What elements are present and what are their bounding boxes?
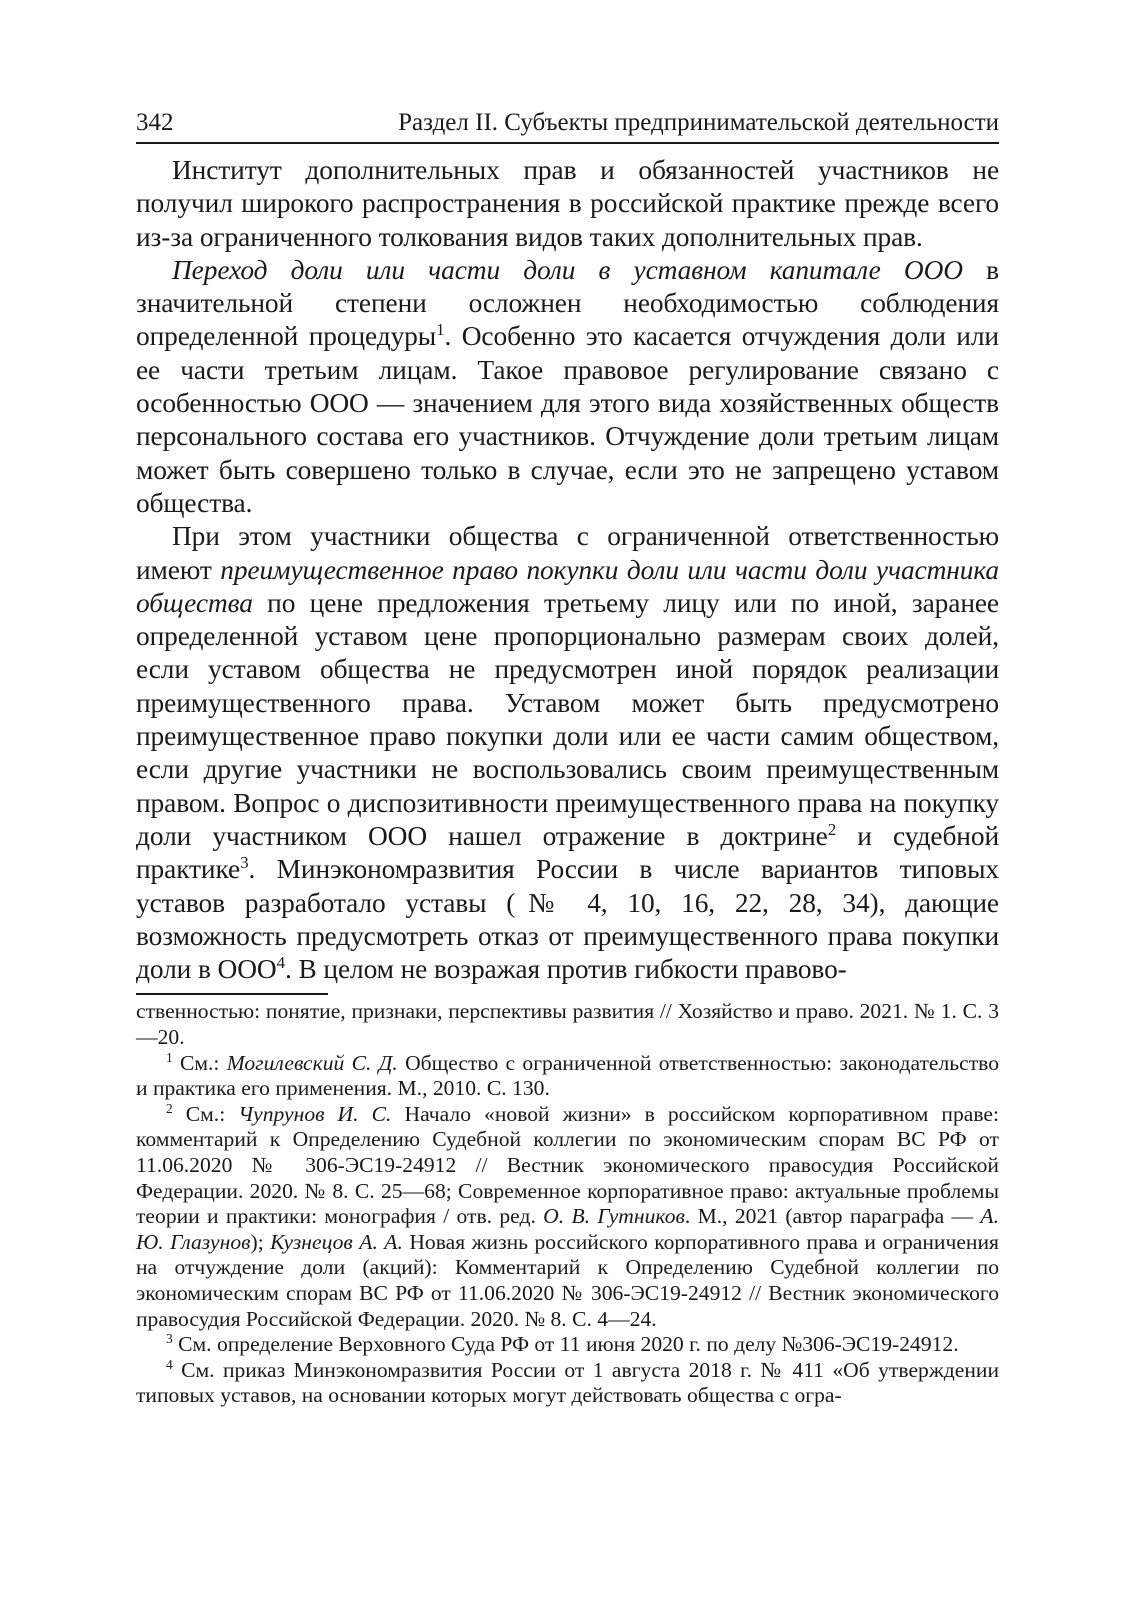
footnote-ref-3[interactable]: 3 xyxy=(240,853,249,873)
footnote-number: 4 xyxy=(166,1356,173,1372)
footnote-number: 1 xyxy=(166,1049,173,1065)
paragraph-1: Институт дополнительных прав и обязанностей участников не получил широкого распространения в российской практике прежде всего из-за ограниченного толкования видов таких дополнительных прав. xyxy=(136,155,999,252)
author-name: Могилевский С. Д. xyxy=(226,1050,398,1075)
main-text xyxy=(136,154,999,986)
book-page xyxy=(136,108,999,1409)
footnote-number: 3 xyxy=(166,1330,173,1346)
paragraph-3: При этом участники общества с ограниченной ответственностью имеют преимущественное право покупки доли или части доли участника общества по цене предложения третьему лицу или по иной, заранее определенной уставом цене пропорционально размерам своих долей, если уставом общества не предусмотрен иной порядок реализации преимущественного права. Уставом может быть предусмотрено преимущественное право покупки доли или ее части самим обществом, если другие участники не воспользовались своим преимущественным правом. Вопрос о диспозитивности преимущественного права на покупку доли участником ООО нашел отражение в доктрине$^2$ и судебной практике$^3$. Минэкономразвития России в числе вариантов типовых уставов разработало уставы (№ 4, 10, 16, 22, 28, 34), дающие возможность предусмотреть отказ от преимущественного права покупки доли в ООО$^4$. В целом не возражая против гибкости правово- xyxy=(136,521,1000,985)
footnote-ref-2[interactable]: 2 xyxy=(827,819,837,839)
page-number: 342 xyxy=(136,109,174,136)
paragraph-2: Переход доли или части доли в уставном капитале ООО в значительной степени осложнен необходимостью соблюдения определенной процедуры$^1$. Особенно это касается отчуждения доли или ее части третьим лицам. Такое правовое регулирование связано с особенностью ООО — значением для этого вида хозяйственных обществ персонального состава его участников. Отчуждение доли третьим лицам может быть совершено только в случае, если это не запрещено уставом общества. xyxy=(136,254,999,518)
italic-term: Переход доли или части доли в уставном капитале ООО xyxy=(172,254,963,285)
author-name: Чупрунов И. С. xyxy=(238,1101,392,1126)
footnote-ref-4[interactable]: 4 xyxy=(276,953,285,972)
running-head xyxy=(136,108,999,144)
section-title: Раздел II. Субъекты предпринимательской деятельности xyxy=(398,109,999,136)
footnotes xyxy=(136,999,999,1409)
footnote-1: $^1$ См.: Могилевский С. Д. Общество с ограниченной ответственностью: законодательство и практика его применения. М., 2010. С. 130. xyxy=(136,1049,999,1101)
footnote-ref-1[interactable]: 1 xyxy=(436,320,445,340)
editor-name: О. В. Гутников xyxy=(543,1204,685,1229)
footnote-3: $^3$ См. определение Верховного Суда РФ от 11 июня 2020 г. по делу №306-ЭС19-24912. xyxy=(166,1330,959,1357)
italic-term: преимущественное право покупки доли или части доли участника общества xyxy=(136,554,999,618)
footnote-4: $^4$ См. приказ Минэкономразвития России от 1 августа 2018 г. № 411 «Об утверждении типовых уставов, на основании которых могут действовать общества с огра- xyxy=(136,1356,999,1408)
footnote-number: 2 xyxy=(166,1100,173,1116)
footnote-continuation: ственностью: понятие, признаки, перспективы развития // Хозяйство и право. 2021. № 1. С. 3—20. xyxy=(136,999,999,1050)
author-name: А. Ю. Глазунов xyxy=(136,1204,999,1254)
footnote-2: $^2$ См.: Чупрунов И. С. Начало «новой жизни» в российском корпоративном праве: комментарий к Определению Судебной коллегии по экономическим спорам ВС РФ от 11.06.2020 № 306-ЭС19-24912 // Вестник экономического правосудия Российской Федерации. 2020. № 8. С. 25—68; Современное корпоративное право: актуальные проблемы теории и практики: монография / отв. ред. О. В. Гутников. М., 2021 (автор параграфа — А. Ю. Глазунов); Кузнецов А. А. Новая жизнь российского корпоративного права и ограничения на отчуждение доли (акций): Комментарий к Определению Судебной коллегии по экономическим спорам ВС РФ от 11.06.2020 № 306-ЭС19-24912 // Вестник экономического правосудия Российской Федерации. 2020. № 8. С. 4—24. xyxy=(136,1100,999,1331)
footnote-divider xyxy=(136,993,328,995)
author-name: Кузнецов А. А. xyxy=(270,1229,403,1254)
